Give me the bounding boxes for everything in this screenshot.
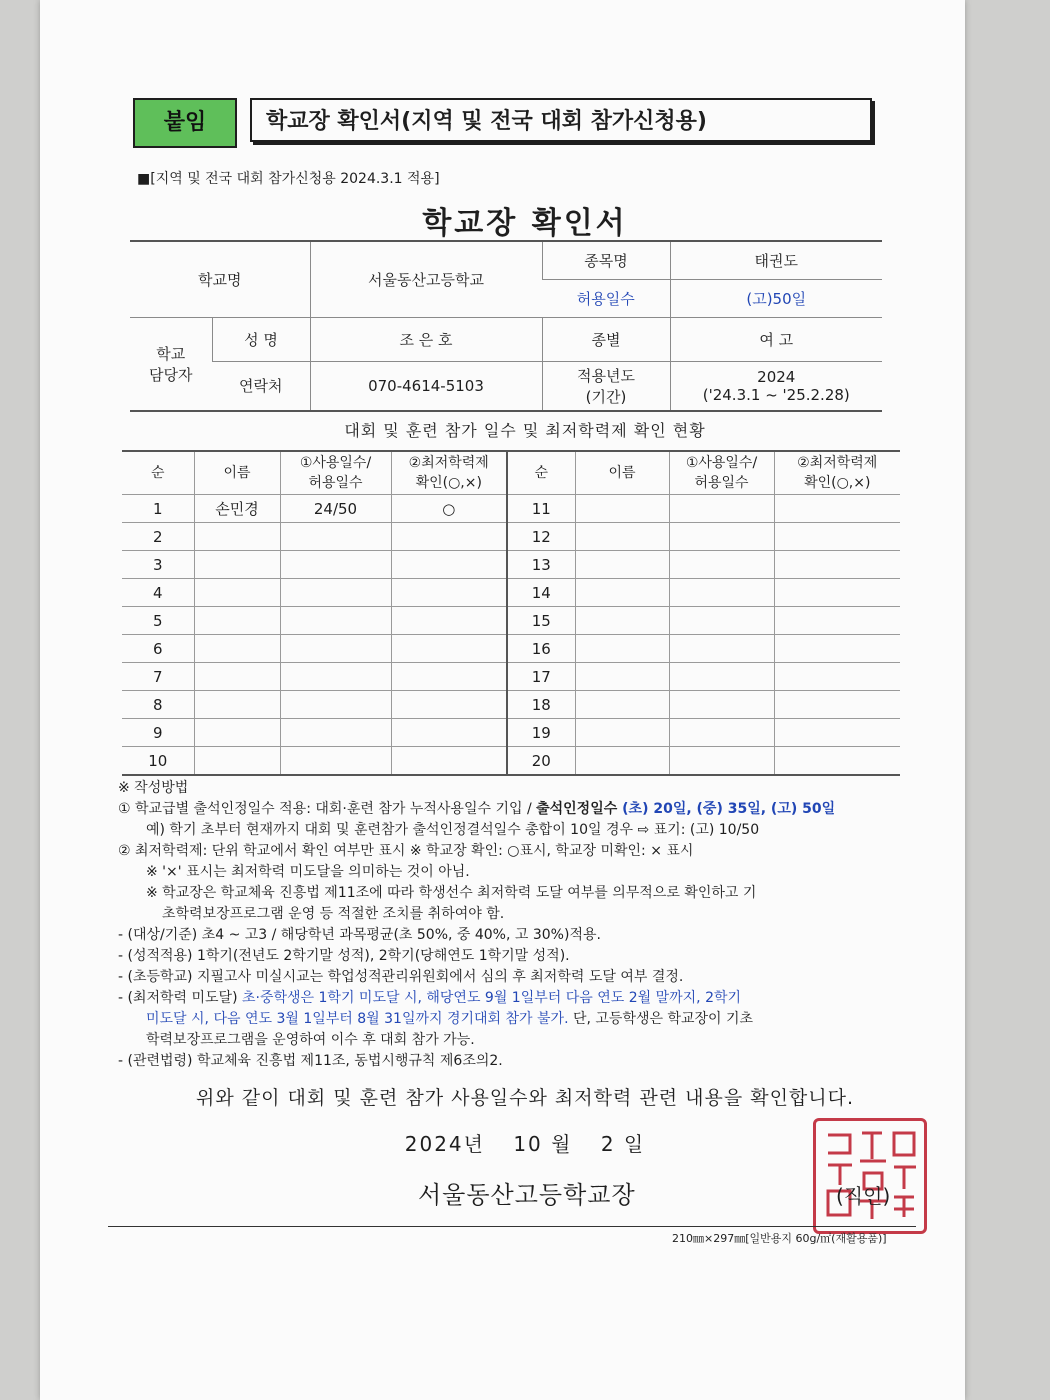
- row-check: [774, 579, 900, 607]
- school-info-table: [130, 240, 882, 412]
- col-no-left: 순: [122, 451, 194, 495]
- manager-label: [130, 317, 212, 411]
- row-check: [774, 495, 900, 523]
- instruction-line: - (성적적용) 1학기(전년도 2학기말 성적), 2학기(당해연도 1학기말 성적).: [118, 948, 570, 964]
- instruction-blue-text: 미도달 시, 다음 연도 3월 1일부터 8월 31일까지 경기대회 참가 불가.: [146, 1011, 569, 1027]
- row-name: [575, 495, 669, 523]
- row-check: [774, 635, 900, 663]
- instruction-days-values: (초) 20일, (중) 35일, (고) 50일: [622, 801, 836, 817]
- instruction-line: - (대상/기준) 초4 ~ 고3 / 해당학년 과목평균(초 50%, 중 40%, 고 30%)적용.: [118, 927, 601, 943]
- col-days-right-line2: 허용일수: [694, 475, 749, 491]
- row-no: 17: [507, 663, 575, 691]
- row-check: [774, 719, 900, 747]
- principal-title: 서울동산고등학교장: [418, 1181, 636, 1209]
- row-check: [774, 551, 900, 579]
- row-no: 14: [507, 579, 575, 607]
- row-no: 16: [507, 635, 575, 663]
- person-name-label: 성 명: [212, 317, 310, 361]
- instructions-heading: ※ 작성방법: [118, 780, 189, 796]
- instruction-text: ① 학교급별 출석인정일수 적용: 대회·훈련 참가 누적사용일수 기입 /: [118, 801, 537, 817]
- seal-label: (직인): [836, 1184, 891, 1208]
- date-month: 10 월: [513, 1132, 573, 1156]
- row-days: [280, 635, 391, 663]
- row-no: 3: [122, 551, 194, 579]
- col-name-right: 이름: [575, 451, 669, 495]
- col-no-right: 순: [507, 451, 575, 495]
- col-name-left: 이름: [194, 451, 280, 495]
- instruction-text: 단, 고등학생은 학교장이 기초: [568, 1011, 754, 1027]
- allowed-days-value: (고)50일: [670, 279, 882, 317]
- attachment-badge: 붙임: [133, 98, 237, 148]
- row-no: 7: [122, 663, 194, 691]
- instruction-line: ※ '×' 표시는 최저학력 미도달을 의미하는 것이 아님.: [146, 864, 470, 880]
- row-days: [669, 579, 774, 607]
- row-days: [280, 719, 391, 747]
- row-check: ○: [391, 495, 507, 523]
- instruction-line: 학력보장프로그램을 운영하여 이수 후 대회 참가 가능.: [146, 1032, 475, 1048]
- official-seal-stamp: [813, 1118, 927, 1234]
- row-no: 11: [507, 495, 575, 523]
- row-no: 19: [507, 719, 575, 747]
- writing-instructions: [118, 778, 918, 1072]
- col-days-left-line2: 허용일수: [308, 475, 363, 491]
- seal-pattern-icon: [816, 1121, 924, 1231]
- row-days: [669, 663, 774, 691]
- row-check: [774, 607, 900, 635]
- table-row: [122, 495, 900, 523]
- row-no: 10: [122, 747, 194, 776]
- row-check: [391, 719, 507, 747]
- category-value: 여 고: [670, 317, 882, 361]
- row-no: 8: [122, 691, 194, 719]
- instruction-blue-text: 초·중학생은 1학기 미도달 시, 해당연도 9월 1일부터 다음 연도 2월 말까지, 2학기: [242, 990, 742, 1006]
- footer-divider: [108, 1226, 916, 1227]
- row-name: [575, 523, 669, 551]
- row-no: 5: [122, 607, 194, 635]
- sport-label: 종목명: [542, 241, 670, 279]
- row-no: 13: [507, 551, 575, 579]
- row-no: 9: [122, 719, 194, 747]
- table-row: [122, 635, 900, 663]
- applicable-year: 2024: [757, 367, 796, 386]
- col-min-left: [391, 451, 507, 495]
- row-name: [575, 663, 669, 691]
- row-name: [194, 691, 280, 719]
- row-no: 15: [507, 607, 575, 635]
- table-row: [122, 551, 900, 579]
- instruction-line: ② 최저학력제: 단위 학교에서 확인 여부만 표시 ※ 학교장 확인: ○표시, 학교장 미확인: × 표시: [118, 843, 694, 859]
- instruction-line: [118, 988, 918, 1009]
- table-row: [122, 607, 900, 635]
- participation-header-row: [122, 451, 900, 495]
- manager-label-line2: 담당자: [149, 365, 193, 384]
- col-min-right-line2: 확인(○,×): [804, 475, 871, 491]
- date-day: 2 일: [600, 1132, 646, 1156]
- table-row: [122, 691, 900, 719]
- row-days: [280, 691, 391, 719]
- allowed-days-label: 허용일수: [542, 279, 670, 317]
- instruction-line: - (초등학교) 지필고사 미실시교는 학업성적관리위원회에서 심의 후 최저학력 도달 여부 결정.: [118, 969, 684, 985]
- paper-spec: 210㎜×297㎜[일반용지 60g/㎡(재활용품)]: [672, 1232, 887, 1245]
- contact-value: 070-4614-5103: [310, 361, 542, 411]
- col-days-right: [669, 451, 774, 495]
- instruction-text: - (최저학력 미도달): [118, 990, 242, 1006]
- row-check: [774, 663, 900, 691]
- row-days: [669, 691, 774, 719]
- row-name: [194, 579, 280, 607]
- row-name: [194, 551, 280, 579]
- contact-label: 연락처: [212, 361, 310, 411]
- row-no: 1: [122, 495, 194, 523]
- row-days: [280, 551, 391, 579]
- manager-label-line1: 학교: [156, 344, 186, 363]
- sport-value: 태권도: [670, 241, 882, 279]
- row-no: 2: [122, 523, 194, 551]
- instruction-line: [118, 1009, 918, 1030]
- instruction-line: - (관련법령) 학교체육 진흥법 제11조, 동법시행규칙 제6조의2.: [118, 1053, 503, 1069]
- row-days: [669, 495, 774, 523]
- document-title: 학교장 확인서: [422, 206, 628, 241]
- row-check: [391, 607, 507, 635]
- col-days-left-line1: ①사용일수/: [299, 455, 372, 471]
- instruction-line: 초학력보장프로그램 운영 등 적절한 조치를 취하여야 함.: [162, 906, 505, 922]
- row-days: [280, 523, 391, 551]
- participation-section-title: 대회 및 훈련 참가 일수 및 최저학력제 확인 현황: [344, 421, 706, 440]
- row-name: [575, 747, 669, 776]
- school-name-label: 학교명: [130, 241, 310, 317]
- instruction-line: 예) 학기 초부터 현재까지 대회 및 훈련참가 출석인정결석일수 총합이 10일 경우 ⇨ 표기: (고) 10/50: [146, 822, 760, 838]
- school-name-value: 서울동산고등학교: [310, 241, 542, 317]
- col-days-left: [280, 451, 391, 495]
- header-title: 학교장 확인서(지역 및 전국 대회 참가신청용): [250, 98, 872, 142]
- applicable-period: ('24.3.1 ~ '25.2.28): [702, 385, 850, 404]
- row-days: [669, 747, 774, 776]
- person-name-value: 조 은 호: [310, 317, 542, 361]
- row-no: 18: [507, 691, 575, 719]
- table-row: [122, 663, 900, 691]
- row-days: [669, 607, 774, 635]
- col-min-left-line2: 확인(○,×): [415, 475, 482, 491]
- year-value: [670, 361, 882, 411]
- confirmation-statement: 위와 같이 대회 및 훈련 참가 사용일수와 최저학력 관련 내용을 확인합니다.: [195, 1087, 855, 1109]
- instruction-line: [118, 799, 918, 820]
- year-label: [542, 361, 670, 411]
- row-check: [391, 691, 507, 719]
- row-no: 20: [507, 747, 575, 776]
- year-label-line2: (기간): [585, 387, 627, 406]
- row-days: [280, 579, 391, 607]
- row-no: 12: [507, 523, 575, 551]
- row-check: [391, 663, 507, 691]
- row-days: [669, 635, 774, 663]
- row-name: [194, 663, 280, 691]
- row-name: [194, 747, 280, 776]
- row-name: [575, 579, 669, 607]
- table-row: [122, 719, 900, 747]
- row-days: [280, 663, 391, 691]
- instruction-emphasis: 출석인정일수: [536, 801, 623, 817]
- row-check: [391, 579, 507, 607]
- row-check: [774, 747, 900, 776]
- row-check: [391, 747, 507, 776]
- col-min-right-line1: ②최저학력제: [797, 455, 878, 471]
- row-name: [575, 635, 669, 663]
- instruction-line: ※ 학교장은 학교체육 진흥법 제11조에 따라 학생선수 최저학력 도달 여부를 의무적으로 확인하고 기: [146, 885, 757, 901]
- table-row: [122, 523, 900, 551]
- row-days: [669, 719, 774, 747]
- row-no: 4: [122, 579, 194, 607]
- col-min-right: [774, 451, 900, 495]
- row-check: [391, 551, 507, 579]
- row-days: [669, 551, 774, 579]
- row-check: [391, 635, 507, 663]
- row-days: [669, 523, 774, 551]
- date-year: 2024년: [404, 1132, 485, 1156]
- row-name: 손민경: [194, 495, 280, 523]
- row-check: [774, 691, 900, 719]
- row-name: [575, 607, 669, 635]
- row-check: [774, 523, 900, 551]
- row-check: [391, 523, 507, 551]
- table-row: [122, 747, 900, 776]
- year-label-line1: 적용년도: [577, 366, 635, 385]
- row-no: 6: [122, 635, 194, 663]
- participation-table: [122, 450, 900, 776]
- row-name: [575, 691, 669, 719]
- row-name: [194, 635, 280, 663]
- col-min-left-line1: ②최저학력제: [408, 455, 489, 471]
- row-name: [194, 523, 280, 551]
- row-name: [194, 607, 280, 635]
- row-days: 24/50: [280, 495, 391, 523]
- table-row: [122, 579, 900, 607]
- row-name: [575, 719, 669, 747]
- applicability-notice: ■[지역 및 전국 대회 참가신청용 2024.3.1 적용]: [137, 171, 440, 187]
- row-name: [575, 551, 669, 579]
- row-days: [280, 607, 391, 635]
- col-days-right-line1: ①사용일수/: [685, 455, 758, 471]
- category-label: 종별: [542, 317, 670, 361]
- row-days: [280, 747, 391, 776]
- row-name: [194, 719, 280, 747]
